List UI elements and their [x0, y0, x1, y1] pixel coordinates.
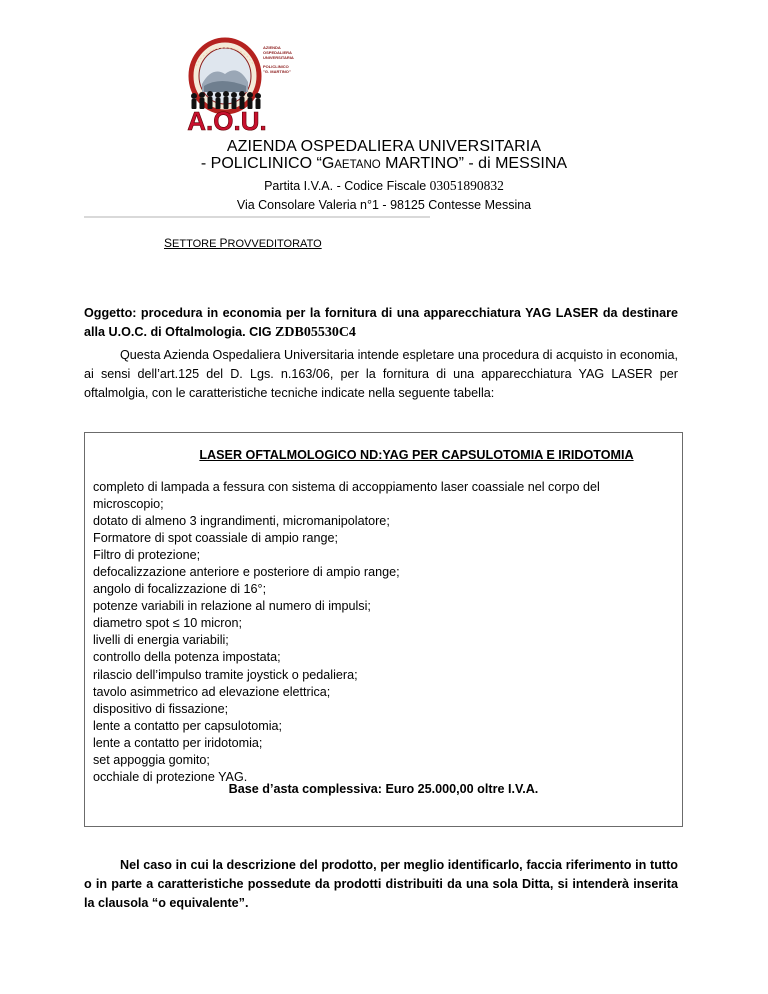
spec-item: diametro spot ≤ 10 micron; — [93, 616, 243, 631]
logo-side-line: "G. MARTINO" — [263, 69, 291, 74]
spec-item: set appoggia gomito; — [93, 752, 210, 767]
spec-item: lente a contatto per iridotomia; — [93, 735, 263, 750]
equivalence-clause: Nel caso in cui la descrizione del prodotto, per meglio identificarlo, faccia riferimento in tutto o in parte a caratteristiche possedute da prodotti distribuiti da una sola Ditta, si intenderà inserita la clausola “o equivalente”. — [84, 858, 678, 910]
header-divider — [84, 216, 430, 218]
spec-table — [84, 432, 683, 827]
base-price: Base d’asta complessiva: Euro 25.000,00 oltre I.V.A. — [228, 782, 539, 796]
spec-table-title — [85, 448, 682, 462]
logo-side-text — [263, 45, 294, 74]
spec-list — [93, 479, 673, 786]
subject-text: Oggetto: procedura in economia per la fornitura di una apparecchiatura YAG LASER da destinare alla U.O.C. di Oftalmologia. CIG — [84, 306, 678, 339]
org-subtitle-a: - POLICLINICO “G — [200, 155, 335, 172]
spec-item: controllo della potenza impostata; — [93, 650, 281, 665]
spec-item: tavolo asimmetrico ad elevazione elettrica; — [93, 684, 331, 699]
spec-item: defocalizzazione anteriore e posteriore di ampio range; — [93, 565, 400, 580]
logo-side-line: UNIVERSITARIA — [263, 55, 294, 60]
logo-side-line: OSPEDALIERA — [263, 50, 292, 55]
spec-item: completo di lampada a fessura con sistema di accoppiamento laser coassiale nel corpo del microscopio; — [93, 480, 600, 512]
org-subtitle-b: MARTINO” - di MESSINA — [380, 155, 568, 172]
spec-item: livelli di energia variabili; — [93, 633, 229, 648]
spec-item: Filtro di protezione; — [93, 548, 201, 563]
logo-side-line: AZIENDA — [263, 45, 281, 50]
org-subtitle-smallcaps: AETANO — [334, 159, 381, 171]
spec-item: angolo di focalizzazione di 16°; — [93, 582, 267, 597]
address-line: Via Consolare Valeria n°1 - 98125 Contesse Messina — [236, 198, 532, 212]
intro-paragraph: Questa Azienda Ospedaliera Universitaria intende espletare una procedura di acquisto in economia, ai sensi dell’art.125 del D. Lgs. n.163/06, per la fornitura di una apparecchiatura YAG LASER per oftalmolgia, con le caratteristiche tecniche indicate nella seguente tabella: — [84, 348, 678, 400]
logo-emblem — [180, 36, 330, 136]
spec-item: dotato di almeno 3 ingrandimenti, micromanipolatore; — [93, 514, 390, 529]
spec-table-title-text: LASER OFTALMOLOGICO ND:YAG PER CAPSULOTOMIA E IRIDOTOMIA — [199, 448, 634, 462]
vat-label: Partita I.V.A. - Codice Fiscale — [264, 179, 430, 193]
sector-initial-s: S — [164, 236, 173, 250]
sector-initial-p: P — [219, 236, 228, 250]
logo-side-line: POLICLINICO — [263, 64, 289, 69]
spec-item: potenze variabili in relazione al numero di impulsi; — [93, 599, 371, 614]
spec-item: lente a contatto per capsulotomia; — [93, 718, 283, 733]
vat-line — [0, 178, 768, 194]
org-name: AZIENDA OSPEDALIERA UNIVERSITARIA — [226, 138, 542, 155]
org-subtitle — [0, 155, 768, 173]
aou-logo — [180, 36, 330, 136]
spec-item: occhiale di protezione YAG. — [93, 769, 248, 784]
sector-word-2: ROVVEDITORATO — [227, 238, 322, 250]
sector-title — [164, 236, 322, 250]
cig-code: ZDB05530C4 — [275, 325, 356, 340]
spec-item: Formatore di spot coassiale di ampio range; — [93, 531, 339, 546]
vat-number: 03051890832 — [429, 178, 504, 193]
sector-word-1: ETTORE — [172, 238, 220, 250]
logo-initials: A.O.U. — [187, 106, 267, 136]
subject-paragraph — [84, 304, 678, 342]
spec-item: dispositivo di fissazione; — [93, 701, 229, 716]
spec-item: rilascio dell’impulso tramite joystick o pedaliera; — [93, 667, 358, 682]
